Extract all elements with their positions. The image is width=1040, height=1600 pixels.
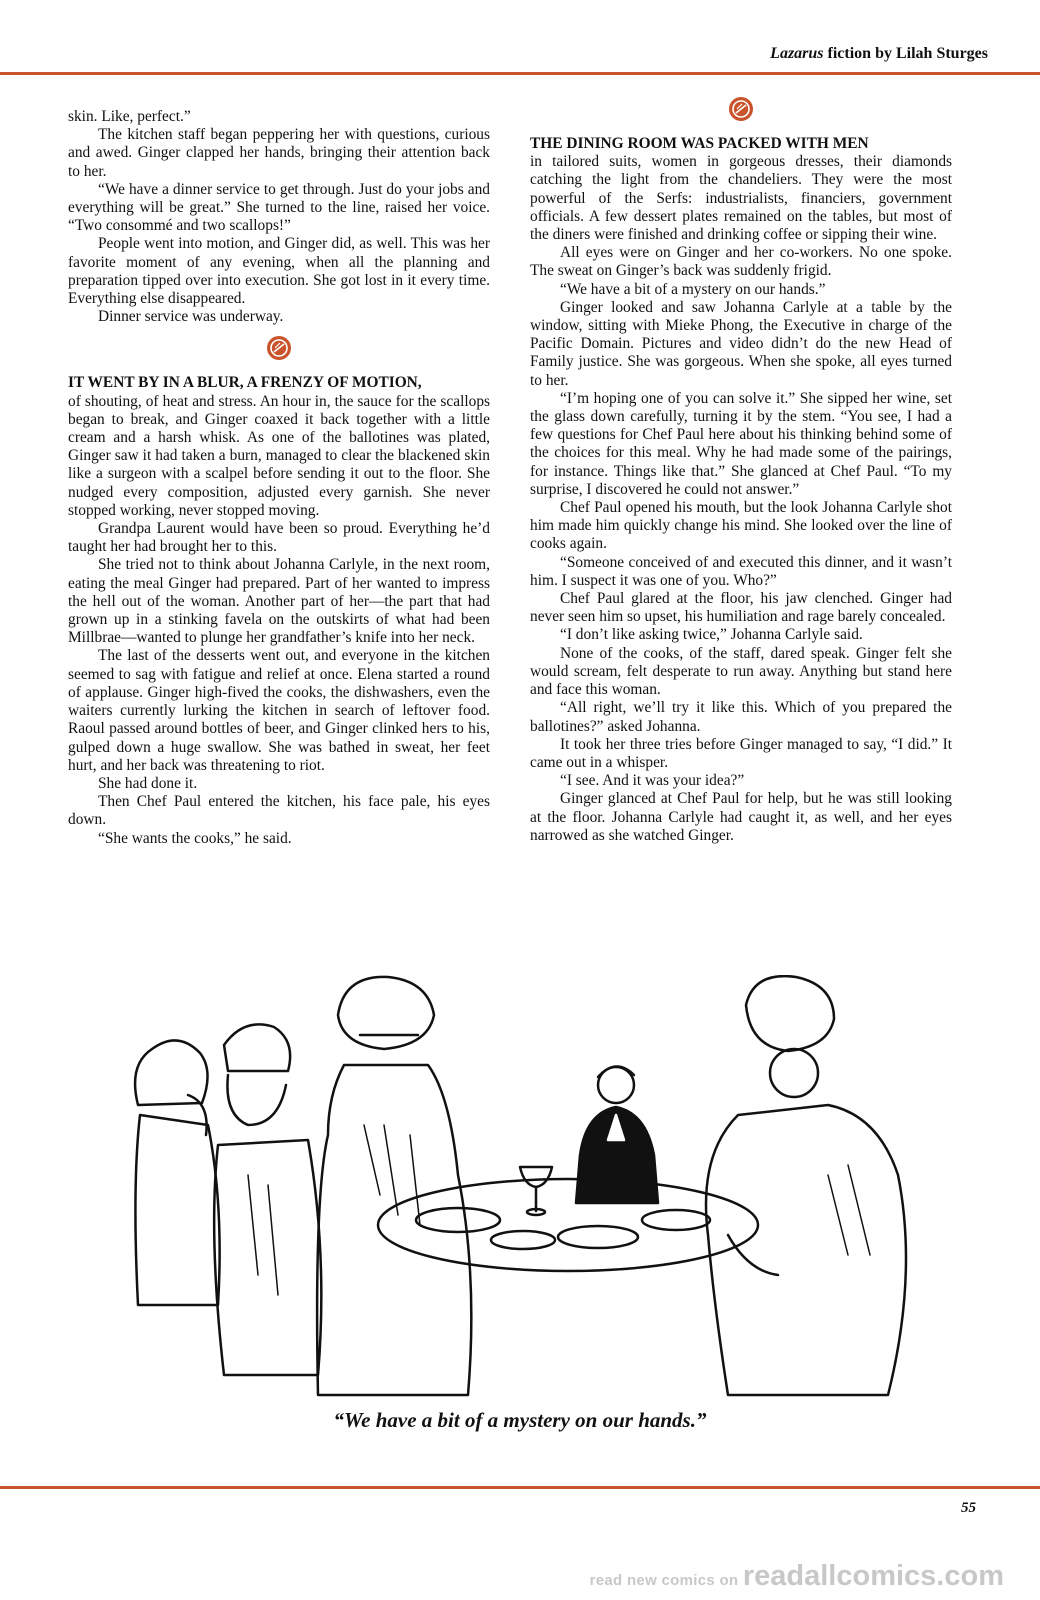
paragraph: “Someone conceived of and executed this dinner, and it wasn’t him. I suspect it was one of you. Who?” xyxy=(530,553,952,589)
paragraph: None of the cooks, of the staff, dared speak. Ginger felt she would scream, felt desperate to run away. Anything but stand here and face this woman. xyxy=(530,644,952,699)
table-outline xyxy=(378,1179,758,1271)
paragraph: Ginger looked and saw Johanna Carlyle at a table by the window, sitting with Mieke Phong, the Executive in charge of the Pacific Domain. Pictures and video didn’t do the new Head of Family justice. She was gorgeous. When she spoke, all eyes turned to her. xyxy=(530,298,952,389)
paragraph: Then Chef Paul entered the kitchen, his face pale, his eyes down. xyxy=(68,793,490,829)
section-break-ornament xyxy=(530,96,952,122)
paragraph: in tailored suits, women in gorgeous dresses, their diamonds catching the light from the chandeliers. They were the most powerful of the Serfs: industrialists, financiers, government officials. A few dessert plates remained on the tables, but most of the diners were finished and drinking coffee or sipping their wine. xyxy=(530,153,952,244)
paragraph: “I’m hoping one of you can solve it.” She sipped her wine, set the glass down carefully, turning it by the stem. “You see, I had a few questions for Chef Paul here about his thinking behind some of the choices for this meal. Why he had made some of the pairings, for instance. Things like that.” She glanced at Chef Paul. “To my surprise, I discovered he could not answer.” xyxy=(530,389,952,498)
footer-rule xyxy=(0,1486,1040,1489)
paragraph: Chef Paul opened his mouth, but the look Johanna Carlyle shot him made him quickly change his mind. She looked over the line of cooks again. xyxy=(530,499,952,553)
plate xyxy=(642,1210,710,1230)
page-number: 55 xyxy=(961,1500,976,1516)
paragraph: The last of the desserts went out, and everyone in the kitchen seemed to sag with fatigue and relief at once. Elena started a round of applause. Ginger high-fived the cooks, the dishwashers, even the waiters currently lurking the kitchen in search of leftover food. Raoul passed around bottles of beer, and Ginger clinked hers to his, gulped down a huge swallow. She was bathed in sweat, her feet hurt, and her back was threatening to riot. xyxy=(68,647,490,774)
chef-hat xyxy=(135,1040,207,1105)
paragraph: Ginger glanced at Chef Paul for help, but he was still looking at the floor. Johanna Carlyle had caught it, as well, and her eyes narrowed as she watched Ginger. xyxy=(530,790,952,844)
paragraph: “All right, we’ll try it like this. Which of you prepared the ballotines?” asked Johanna. xyxy=(530,699,952,735)
plate xyxy=(558,1226,638,1248)
paragraph: The kitchen staff began peppering her with questions, curious and awed. Ginger clapped her hands, bringing their attention back to her. xyxy=(68,126,490,180)
orange-dish-ornament-icon xyxy=(266,335,292,361)
chef-hat xyxy=(224,1024,290,1071)
paragraph: “I don’t like asking twice,” Johanna Carlyle said. xyxy=(560,626,863,644)
running-header xyxy=(770,45,988,63)
paragraph: Dinner service was underway. xyxy=(98,308,284,326)
chef-body xyxy=(135,1115,219,1305)
plate xyxy=(491,1231,555,1249)
paragraph: It took her three tries before Ginger managed to say, “I did.” It came out in a whisper. xyxy=(530,735,952,771)
paragraph: Grandpa Laurent would have been so proud. Everything he’d taught her had brought her to this. xyxy=(68,520,490,556)
section-two-lead: IT WENT BY IN A BLUR, A FRENZY OF MOTION, xyxy=(68,374,422,392)
dining-room-illustration xyxy=(128,975,918,1405)
paragraph: “I see. And it was your idea?” xyxy=(560,772,745,790)
section-three-first-line xyxy=(530,135,952,153)
section-two-paragraphs xyxy=(68,393,490,848)
byline: fiction by Lilah Sturges xyxy=(823,45,988,62)
paragraph: of shouting, of heat and stress. An hour in, the sauce for the scallops began to break, and Ginger coaxed it back together with a little cream and a harsh whisk. As one of the ballotines was plated, Ginger saw it had taken a burn, managed to clear the blackened skin like a surgeon with a scalpel before sending it out to the floor. She nudged every composition, adjusted every garnish. She never stopped working, never stopped moving. xyxy=(68,392,490,519)
paragraph: She had done it. xyxy=(98,774,198,792)
chef-hat xyxy=(746,976,834,1051)
chef-hat xyxy=(338,977,434,1049)
plate xyxy=(416,1208,500,1232)
illustration-caption: “We have a bit of a mystery on our hands.” xyxy=(333,1408,707,1432)
paragraph: Chef Paul glared at the floor, his jaw clenched. Ginger had never seen him so upset, his humiliation and rage barely concealed. xyxy=(530,590,952,626)
header-rule xyxy=(0,72,1040,75)
section-three-lead: THE DINING ROOM WAS PACKED WITH MEN xyxy=(530,135,869,152)
wine-glass xyxy=(520,1167,552,1187)
paragraph: She tried not to think about Johanna Carlyle, in the next room, eating the meal Ginger had prepared. Part of her wanted to impress the hell out of the woman. Another part of her—the part that had grown up in a stinking favela on the outskirts of what had been Millbrae—wanted to plunge her grandfather’s knife into her neck. xyxy=(68,556,490,647)
left-paragraphs xyxy=(68,108,490,326)
orange-dish-ornament-icon xyxy=(728,96,754,122)
paragraph: “We have a dinner service to get through. Just do your jobs and everything will be great.” She turned to the line, raised her voice. “Two consommé and two scallops!” xyxy=(68,180,490,235)
chef-body xyxy=(214,1140,321,1375)
paragraph: “She wants the cooks,” he said. xyxy=(98,829,292,847)
section-three-paragraphs xyxy=(530,153,952,845)
chef-body xyxy=(317,1065,471,1395)
series-title: Lazarus xyxy=(770,45,824,62)
left-column xyxy=(68,108,490,848)
paragraph: skin. Like, perfect.” xyxy=(68,108,191,125)
paragraph: All eyes were on Ginger and her co-workers. No one spoke. The sweat on Ginger’s back was suddenly frigid. xyxy=(530,244,952,280)
section-two-first-line xyxy=(68,374,490,392)
watermark-prefix: read new comics on xyxy=(589,1572,743,1589)
right-column xyxy=(530,92,952,845)
paragraph: “We have a bit of a mystery on our hands.” xyxy=(560,280,826,298)
chef-body xyxy=(706,1105,906,1395)
paragraph: People went into motion, and Ginger did, as well. This was her favorite moment of any evening, when all the planning and preparation tipped over into execution. She got lost in it every time. Everything else disappeared. xyxy=(68,235,490,308)
section-break-ornament xyxy=(68,335,490,361)
watermark[interactable] xyxy=(590,1560,1004,1593)
watermark-site: readallcomics.com xyxy=(742,1560,1004,1592)
